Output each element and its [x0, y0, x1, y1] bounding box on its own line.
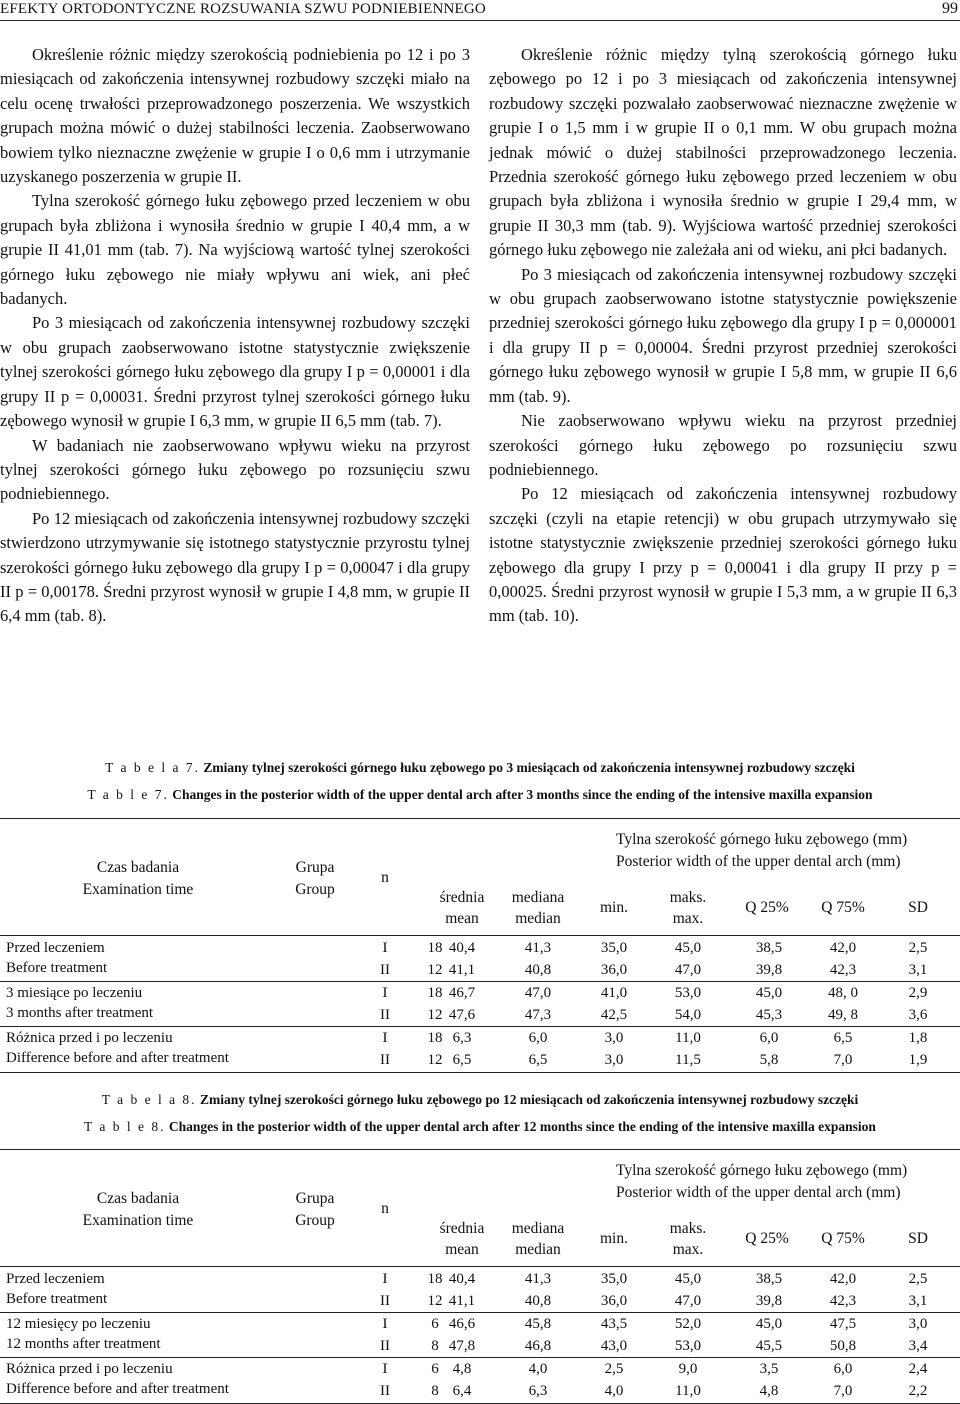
table-cell: I [382, 1271, 388, 1287]
table-cell: I [382, 940, 388, 956]
table-cell: 3,4 [908, 1338, 928, 1354]
header-group-pl: Grupa [295, 859, 335, 876]
paragraph: Określenie różnic między tylną szerokością górnego łuku zębowego po 12 i po 3 miesiącach od zakończenia intensywnej rozbudowy szczęki pozwalało zaobserwować nieznaczne zwężenie w grupie I o 1,5 mm i w grupie II o 0,1 mm. W obu grupach można jednak mówić o dużej stabilności przeprowadzonego leczenia. Przednia szerokość górnego łuku zębowego przed leczeniem w obu grupach była zbliżona i wynosiła średnio w grupie I 29,4 mm, w grupie II 30,3 mm (tab. 9). Wyjściowa wartość przedniej szerokości górnego łuku zębowego nie zależała ani od wieku, ani płci badanych. [489, 45, 957, 260]
table-cell: 2,4 [908, 1361, 928, 1377]
table8-caption-pl [0, 1092, 960, 1108]
paragraph: Tylna szerokość górnego łuku zębowego przed leczeniem w obu grupach była zbliżona i wynosiła średnio w grupie I 40,4 mm, a w grupie II 41,01 mm (tab. 7). Na wyjściową wartość tylnej szerokości górnego łuku zębowego nie miały wpływu ani wiek, ani płeć badanych. [0, 191, 470, 309]
table-rule [0, 1357, 960, 1358]
table-cell: 18 [427, 985, 443, 1001]
table-cell: 54,0 [674, 1007, 702, 1023]
table-cell: 6,3 [452, 1030, 472, 1046]
table-cell: 1,8 [908, 1030, 928, 1046]
header-mean-en: mean [445, 1241, 479, 1258]
header-q75: Q 75% [821, 1230, 865, 1247]
table-rule [0, 1312, 960, 1313]
table-cell: 2,5 [908, 1271, 928, 1287]
table-cell: II [380, 1293, 390, 1309]
row-label-pl: 3 miesiące po leczeniu [6, 985, 143, 1001]
table-cell: 42,5 [600, 1007, 628, 1023]
table-cell: 6,0 [528, 1030, 548, 1046]
header-median-pl: mediana [511, 889, 565, 906]
table-cell: 45,5 [755, 1338, 783, 1354]
table-cell: 48, 0 [828, 985, 858, 1001]
table-cell: 12 [427, 962, 443, 978]
header-time-pl: Czas badania [96, 1190, 180, 1207]
table-cell: 6,5 [528, 1052, 548, 1068]
table-rule [0, 1149, 960, 1150]
table-cell: 6 [431, 1361, 439, 1377]
table-cell: 2,5 [908, 940, 928, 956]
paragraph: Określenie różnic między szerokością podniebienia po 12 i po 3 miesiącach od zakończenia intensywnej rozbudowy szczęki miało na celu ocenę trwałości przeprowadzonego poszerzenia. We wszystkich grupach można mówić o dużej stabilności leczenia. Zaobserwowano bowiem tylko nieznaczne zwężenie w grupie I o 0,6 mm i utrzymanie uzyskanego poszerzenia w grupie II. [0, 45, 470, 187]
table-cell: 41,1 [448, 1293, 476, 1309]
row-label-en: Before treatment [6, 960, 108, 976]
table-cell: 3,0 [604, 1030, 624, 1046]
table7-label-pl: T a b e l a 7. [105, 760, 200, 775]
running-header [0, 0, 960, 21]
row-label-en: Difference before and after treatment [6, 1381, 229, 1397]
header-n: n [381, 869, 389, 886]
table-cell: 40,8 [524, 1293, 552, 1309]
table7-caption-en [0, 787, 960, 803]
table-cell: I [382, 1361, 388, 1377]
table-cell: 45,0 [755, 1316, 783, 1332]
table-cell: 42,0 [829, 1271, 857, 1287]
header-mean-en: mean [445, 910, 479, 927]
table8-caption-en [0, 1119, 960, 1135]
table-cell: 39,8 [755, 1293, 783, 1309]
table-cell: 52,0 [674, 1316, 702, 1332]
table-rule [0, 981, 960, 982]
table-cell: 43,5 [600, 1316, 628, 1332]
table-cell: I [382, 1030, 388, 1046]
table-cell: 6 [431, 1316, 439, 1332]
table-cell: 38,5 [755, 940, 783, 956]
table-cell: 18 [427, 1271, 443, 1287]
table7-caption-pl [0, 760, 960, 776]
table-cell: 5,8 [759, 1052, 779, 1068]
table-cell: I [382, 985, 388, 1001]
header-n: n [381, 1200, 389, 1217]
table-cell: 43,0 [600, 1338, 628, 1354]
table-cell: 40,4 [448, 1271, 476, 1287]
table-cell: 45,8 [524, 1316, 552, 1332]
table-cell: 49, 8 [828, 1007, 858, 1023]
table-cell: II [380, 1052, 390, 1068]
row-label-pl: Przed leczeniem [6, 1271, 105, 1287]
row-label-pl: Różnica przed i po leczeniu [6, 1030, 173, 1046]
table-cell: 39,8 [755, 962, 783, 978]
table-rule [0, 935, 960, 936]
row-label-pl: Różnica przed i po leczeniu [6, 1361, 173, 1377]
table-cell: 12 [427, 1293, 443, 1309]
table-cell: 42,3 [829, 962, 857, 978]
table-cell: 4,8 [452, 1361, 472, 1377]
table-cell: 12 [427, 1007, 443, 1023]
table-cell: 41,1 [448, 962, 476, 978]
table-cell: 11,0 [675, 1030, 701, 1046]
table-cell: 3,1 [908, 962, 928, 978]
header-q75: Q 75% [821, 899, 865, 916]
table-cell: 46,8 [524, 1338, 552, 1354]
table-cell: 8 [431, 1338, 439, 1354]
table7-label-en: T a b l e 7. [87, 787, 169, 802]
right-column [489, 43, 957, 629]
table-cell: 7,0 [833, 1052, 853, 1068]
table-cell: 41,3 [524, 940, 552, 956]
table-cell: 3,6 [908, 1007, 928, 1023]
header-time-en: Examination time [82, 881, 194, 898]
table-cell: 4,0 [604, 1383, 624, 1399]
row-label-pl: Przed leczeniem [6, 940, 105, 956]
header-max-en: max. [672, 1241, 704, 1258]
header-sd: SD [908, 1230, 928, 1247]
header-median-en: median [515, 910, 561, 927]
table-cell: 36,0 [600, 962, 628, 978]
table-cell: 11,5 [675, 1052, 701, 1068]
table-cell: II [380, 1007, 390, 1023]
table-cell: 6,4 [452, 1383, 472, 1399]
table-cell: II [380, 1383, 390, 1399]
table-cell: 3,0 [908, 1316, 928, 1332]
header-max-en: max. [672, 910, 704, 927]
table-cell: 47,0 [674, 1293, 702, 1309]
table-cell: 45,0 [755, 985, 783, 1001]
table-cell: 18 [427, 1030, 443, 1046]
row-label-en: Difference before and after treatment [6, 1050, 229, 1066]
header-time-en: Examination time [82, 1212, 194, 1229]
table-cell: 6,5 [833, 1030, 853, 1046]
table-cell: 45,0 [674, 1271, 702, 1287]
table-cell: 6,0 [833, 1361, 853, 1377]
table-cell: 47,8 [448, 1338, 476, 1354]
table7-title-en: Changes in the posterior width of the upper dental arch after 3 months since the ending of the intensive maxilla expansion [172, 787, 873, 802]
table-cell: 41,3 [524, 1271, 552, 1287]
header-span-pl: Tylna szerokość górnego łuku zębowego (mm) [616, 1162, 908, 1179]
table-cell: 4,0 [528, 1361, 548, 1377]
left-column [0, 43, 470, 629]
table-cell: II [380, 962, 390, 978]
table-cell: 4,8 [759, 1383, 779, 1399]
table-cell: I [382, 1316, 388, 1332]
table-cell: 3,0 [604, 1052, 624, 1068]
table-rule [0, 1026, 960, 1027]
table-cell: 47,0 [524, 985, 552, 1001]
table-cell: 2,5 [604, 1361, 624, 1377]
table-cell: 42,3 [829, 1293, 857, 1309]
paragraph: W badaniach nie zaobserwowano wpływu wieku na przyrost tylnej szerokości górnego łuku zębowego po rozsunięciu szwu podniebiennego. [0, 435, 470, 504]
table-cell: 40,8 [524, 962, 552, 978]
header-min: min. [600, 1230, 628, 1247]
header-q25: Q 25% [745, 899, 789, 916]
header-max-pl: maks. [669, 889, 707, 906]
table-cell: 38,5 [755, 1271, 783, 1287]
table-cell: 45,3 [755, 1007, 783, 1023]
paragraph: Nie zaobserwowano wpływu wieku na przyrost przedniej szerokości górnego łuku zębowego po rozsunięciu szwu podniebiennego. [489, 411, 957, 479]
table-cell: 47,6 [448, 1007, 476, 1023]
header-span-pl: Tylna szerokość górnego łuku zębowego (mm) [616, 831, 908, 848]
paragraph: Po 3 miesiącach od zakończenia intensywnej rozbudowy szczęki w obu grupach zaobserwowano istotne statystycznie powiększenie przedniej szerokości górnego łuku zębowego dla grupy I p = 0,000001 i dla grupy II p = 0,00004. Średni przyrost przedniej szerokości górnego łuku zębowego wynosił w grupie I 5,8 mm, w grupie II 6,6 mm (tab. 9). [489, 264, 957, 406]
table-cell: 47,3 [524, 1007, 552, 1023]
running-title: EFEKTY ORTODONTYCZNE ROZSUWANIA SZWU PODNIEBIENNEGO [0, 1, 486, 17]
table-cell: 6,3 [528, 1383, 548, 1399]
table-cell: 3,1 [908, 1293, 928, 1309]
table-cell: 6,5 [452, 1052, 472, 1068]
paragraph: Po 12 miesiącach od zakończenia intensywnej rozbudowy szczęki stwierdzono utrzymywanie się istotnego statystycznie przyrostu tylnej szerokości górnego łuku zębowego dla grupy I p = 0,00047 i dla grupy II p = 0,00178. Średni przyrost wynosił w grupie I 4,8 mm, w grupie II 6,4 mm (tab. 8). [0, 508, 470, 626]
table8-title-en: Changes in the posterior width of the upper dental arch after 12 months since the ending of the intensive maxilla expansion [168, 1119, 876, 1134]
table-cell: 53,0 [674, 985, 702, 1001]
table-cell: 36,0 [600, 1293, 628, 1309]
table-rule [0, 1072, 960, 1073]
header-mean-pl: średnia [439, 1220, 485, 1237]
table-cell: 8 [431, 1383, 439, 1399]
table8-label-pl: T a b e l a 8. [101, 1092, 197, 1107]
table-cell: 18 [427, 940, 443, 956]
table-cell: 47,0 [674, 962, 702, 978]
table-cell: 35,0 [600, 940, 628, 956]
row-label-en: 12 months after treatment [6, 1336, 161, 1352]
table-cell: 9,0 [678, 1361, 698, 1377]
header-median-pl: mediana [511, 1220, 565, 1237]
header-group-en: Group [295, 1212, 335, 1229]
page-number: 99 [942, 0, 958, 17]
header-q25: Q 25% [745, 1230, 789, 1247]
table-cell: 6,0 [759, 1030, 779, 1046]
table-cell: 2,2 [908, 1383, 928, 1399]
table-cell: 41,0 [600, 985, 628, 1001]
table-cell: 12 [427, 1052, 443, 1068]
table-cell: 2,9 [908, 985, 928, 1001]
table-cell: 50,8 [829, 1338, 857, 1354]
table-cell: 35,0 [600, 1271, 628, 1287]
table8-title-pl: Zmiany tylnej szerokości górnego łuku zębowego po 12 miesiącach od zakończenia intensywnej rozbudowy szczęki [199, 1092, 859, 1107]
table-cell: 11,0 [675, 1383, 701, 1399]
header-time-pl: Czas badania [96, 859, 180, 876]
header-sd: SD [908, 899, 928, 916]
table-cell: 46,6 [448, 1316, 476, 1332]
header-group-pl: Grupa [295, 1190, 335, 1207]
table7-title-pl: Zmiany tylnej szerokości górnego łuku zębowego po 3 miesiącach od zakończenia intensywnej rozbudowy szczęki [203, 760, 855, 775]
row-label-pl: 12 miesięcy po leczeniu [6, 1316, 151, 1332]
row-label-en: 3 months after treatment [6, 1005, 154, 1021]
header-median-en: median [515, 1241, 561, 1258]
table-cell: 1,9 [908, 1052, 928, 1068]
table-cell: 40,4 [448, 940, 476, 956]
header-span-en: Posterior width of the upper dental arch (mm) [616, 853, 901, 870]
paragraph: Po 12 miesiącach od zakończenia intensywnej rozbudowy szczęki (czyli na etapie retencji) w obu grupach utrzymywało się istotne statystycznie zwiększenie przedniej szerokości górnego łuku zębowego dla grupy I przy p = 0,00041 i dla grupy II przy p = 0,00025. Średni przyrost wynosił w grupie I 5,3 mm, a w grupie II 6,3 mm (tab. 10). [489, 484, 957, 626]
table-cell: 53,0 [674, 1338, 702, 1354]
row-label-en: Before treatment [6, 1291, 108, 1307]
header-group-en: Group [295, 881, 335, 898]
table-cell: 46,7 [448, 985, 476, 1001]
table8-label-en: T a b l e 8. [84, 1119, 166, 1134]
table-cell: 3,5 [759, 1361, 779, 1377]
header-min: min. [600, 899, 628, 916]
table-cell: 7,0 [833, 1383, 853, 1399]
table-cell: 42,0 [829, 940, 857, 956]
header-span-en: Posterior width of the upper dental arch (mm) [616, 1184, 901, 1201]
header-max-pl: maks. [669, 1220, 707, 1237]
table-cell: 47,5 [829, 1316, 857, 1332]
table-rule [0, 818, 960, 819]
header-mean-pl: średnia [439, 889, 485, 906]
table-cell: II [380, 1338, 390, 1354]
table-cell: 45,0 [674, 940, 702, 956]
table-rule [0, 1266, 960, 1267]
paragraph: Po 3 miesiącach od zakończenia intensywnej rozbudowy szczęki w obu grupach zaobserwowano istotne statystycznie zwiększenie tylnej szerokości górnego łuku zębowego dla grupy I p = 0,00001 i dla grupy II p = 0,00031. Średni przyrost tylnej szerokości górnego łuku zębowego wynosił w grupie I 6,3 mm, w grupie II 6,5 mm (tab. 7). [0, 313, 470, 431]
